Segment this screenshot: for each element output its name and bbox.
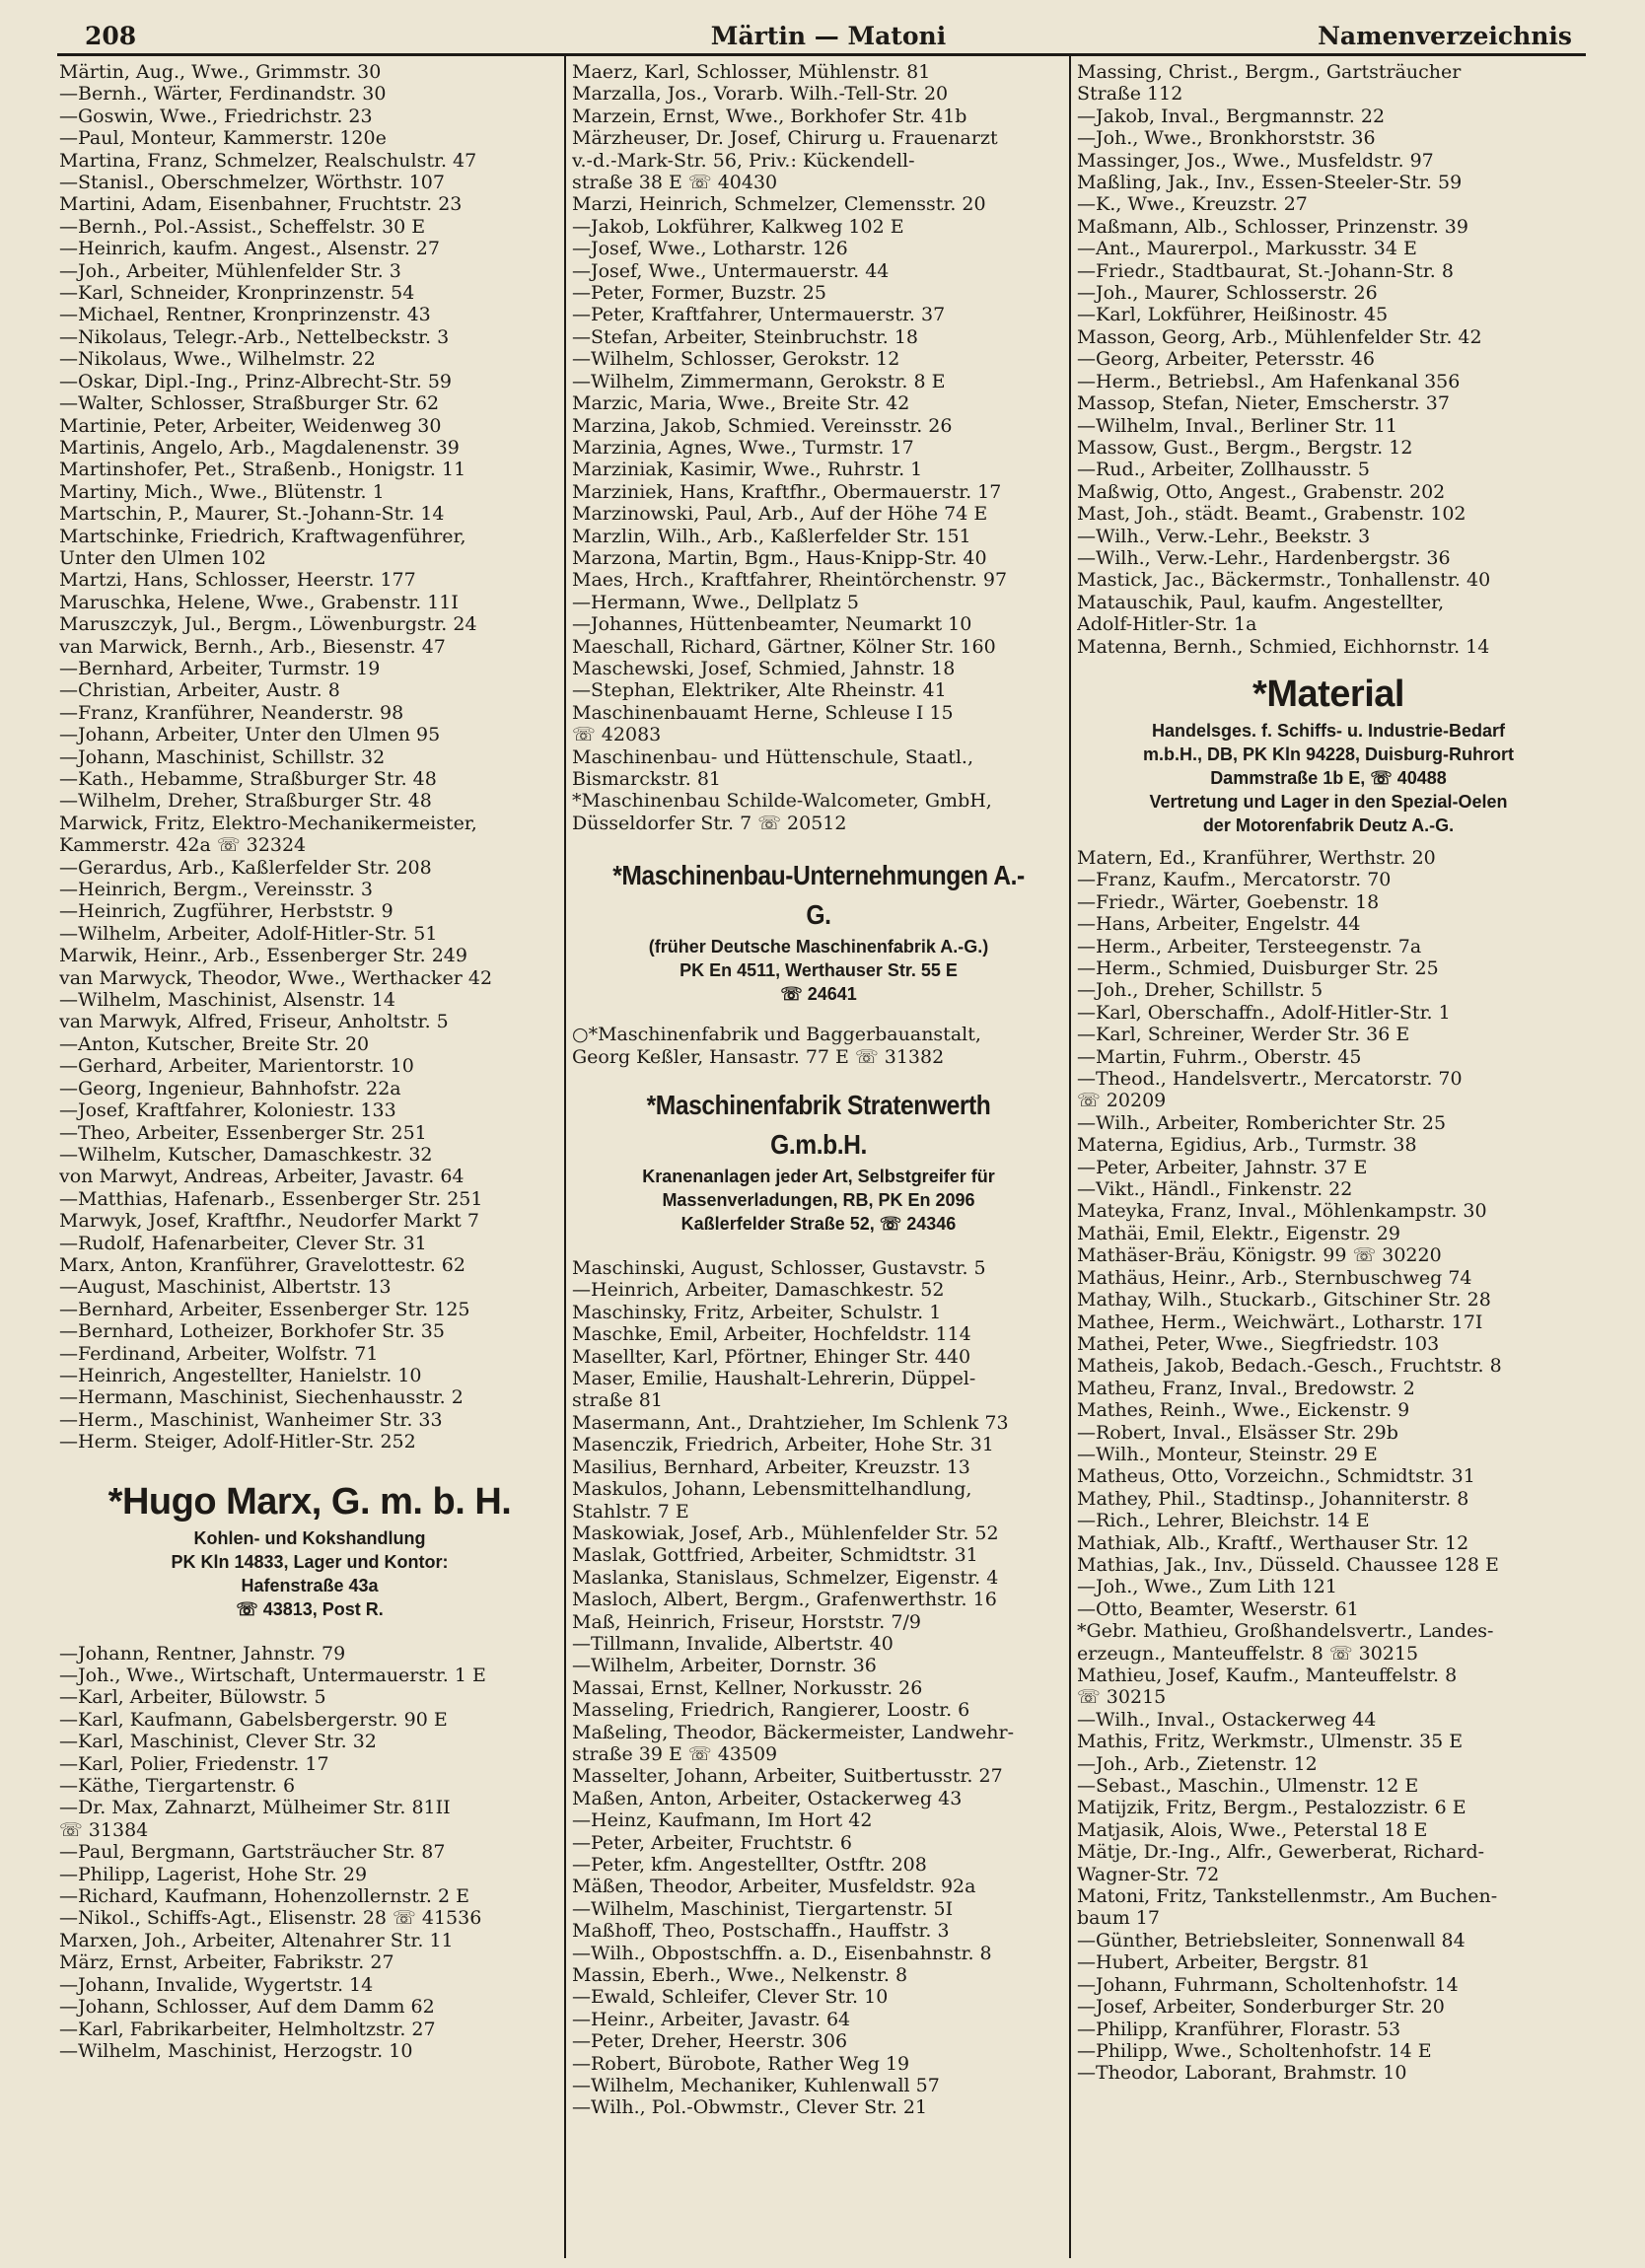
directory-entry: *Gebr. Mathieu, Großhandelsvertr., Landes-	[1077, 1620, 1494, 1643]
directory-entry: —Wilhelm, Inval., Berliner Str. 11	[1077, 414, 1397, 437]
directory-entry: Adolf-Hitler-Str. 1a	[1077, 613, 1257, 636]
directory-entry: —Joh., Wwe., Wirtschaft, Untermauerstr. 1 E	[59, 1665, 486, 1686]
directory-entry: —Peter, kfm. Angestellter, Ostftr. 208	[572, 1854, 927, 1876]
directory-entry: —Wilh., Verw.-Lehr., Beekstr. 3	[1077, 525, 1371, 547]
directory-entry: —Heinrich, kaufm. Angest., Alsenstr. 27	[59, 238, 440, 260]
page-header	[85, 18, 1572, 55]
directory-entry: —Johann, Invalide, Wygertstr. 14	[59, 1973, 374, 1996]
directory-entry: —Robert, Bürobote, Rather Weg 19	[572, 2052, 910, 2075]
directory-entry: —Wilhelm, Schlosser, Gerokstr. 12	[572, 348, 900, 371]
directory-entry: —Josef, Wwe., Lotharstr. 126	[572, 238, 848, 260]
directory-entry: —Nikol., Schiffs-Agt., Elisenstr. 28 ☏ 41536	[59, 1907, 482, 1930]
directory-entry: Maschinenbau- und Hüttenschule, Staatl.,	[572, 745, 973, 768]
ad-line: Kranenanlagen jeder Art, Selbstgreifer für	[642, 1167, 995, 1187]
directory-entry: —Vikt., Händl., Finkenstr. 22	[1077, 1178, 1353, 1201]
directory-entry: Mathee, Herm., Weichwärt., Lotharstr. 17I	[1077, 1311, 1483, 1333]
directory-entry: —Jakob, Lokführer, Kalkweg 102 E	[572, 215, 904, 238]
directory-entry: —Heinrich, Bergm., Vereinsstr. 3	[59, 879, 373, 901]
directory-entry: —Stanisl., Oberschmelzer, Wörthstr. 107	[59, 172, 445, 194]
directory-entry: Matern, Ed., Kranführer, Werthstr. 20	[1077, 846, 1436, 869]
directory-entry: Masloch, Albert, Bergm., Grafenwerthstr. 16	[572, 1589, 997, 1611]
directory-entry: —Wilhelm, Kutscher, Damaschkestr. 32	[59, 1143, 433, 1166]
directory-entry: —Peter, Kraftfahrer, Untermauerstr. 37	[572, 304, 946, 326]
directory-entry: Mathäus, Heinr., Arb., Sternbuschweg 74	[1077, 1266, 1472, 1289]
directory-entry: März, Ernst, Arbeiter, Fabrikstr. 27	[59, 1951, 394, 1974]
directory-entry: —Heinr., Arbeiter, Javastr. 64	[572, 2008, 851, 2030]
directory-entry: —Rich., Lehrer, Bleichstr. 14 E	[1077, 1510, 1370, 1532]
directory-entry: —Johann, Rentner, Jahnstr. 79	[59, 1642, 346, 1665]
directory-entry: Mathiak, Alb., Kraftf., Werthauser Str. 12	[1077, 1531, 1469, 1554]
directory-entry: Unter den Ulmen 102	[59, 546, 266, 569]
directory-entry: ☏ 30215	[1077, 1686, 1167, 1709]
directory-entry: Martschin, P., Maurer, St.-Johann-Str. 14	[59, 503, 445, 526]
directory-entry: Massinger, Jos., Wwe., Musfeldstr. 97	[1077, 149, 1434, 172]
directory-entry: Märtin, Aug., Wwe., Grimmstr. 30	[59, 61, 382, 83]
directory-entry: Maßwig, Otto, Angest., Grabenstr. 202	[1077, 480, 1446, 503]
ad-line: Kaßlerfelder Straße 52, ☏ 24346	[680, 1214, 957, 1235]
directory-entry: Marwyk, Josef, Kraftfhr., Neudorfer Markt 7	[59, 1210, 479, 1233]
directory-entry: erzeugn., Manteuffelstr. 8 ☏ 30215	[1077, 1642, 1419, 1665]
page-running-title: Märtin — Matoni	[710, 22, 947, 50]
directory-entry: Masselter, Johann, Arbeiter, Suitbertusstr. 27	[572, 1765, 1003, 1788]
directory-entry: Maschewski, Josef, Schmied, Jahnstr. 18	[572, 657, 956, 679]
directory-entry: Mathis, Fritz, Werkmstr., Ulmenstr. 35 E	[1077, 1731, 1464, 1753]
directory-entry: —Franz, Kaufm., Mercatorstr. 70	[1077, 869, 1392, 891]
ad-line: Dammstraße 1b E, ☏ 40488	[1210, 767, 1447, 788]
directory-entry: —Wilh., Inval., Ostackerweg 44	[1077, 1708, 1377, 1731]
directory-entry: straße 81	[572, 1389, 663, 1412]
column-3	[1077, 61, 1580, 2260]
directory-entry: —Wilhelm, Arbeiter, Dornstr. 36	[572, 1655, 877, 1677]
directory-entry: Masson, Georg, Arb., Mühlenfelder Str. 42	[1077, 325, 1482, 348]
directory-entry: —Franz, Kranführer, Neanderstr. 98	[59, 701, 404, 724]
directory-entry: Maeschall, Richard, Gärtner, Kölner Str. 160	[572, 635, 996, 658]
entry-list	[1077, 61, 1580, 658]
directory-entry: Maschinski, August, Schlosser, Gustavstr. 5	[572, 1257, 986, 1280]
directory-entry: Marzein, Ernst, Wwe., Borkhofer Str. 41b	[572, 105, 967, 127]
directory-entry: —Peter, Arbeiter, Fruchtstr. 6	[572, 1831, 852, 1854]
directory-entry: —August, Maschinist, Albertstr. 13	[59, 1276, 392, 1299]
directory-entry: —Theod., Handelsvertr., Mercatorstr. 70	[1077, 1068, 1463, 1091]
directory-entry: Maes, Hrch., Kraftfahrer, Rheintörchenstr. 97	[572, 569, 1008, 592]
directory-entry: Marzina, Jakob, Schmied. Vereinsstr. 26	[572, 414, 953, 437]
directory-entry: Marwik, Heinr., Arb., Essenberger Str. 249	[59, 945, 467, 967]
directory-entry: —Heinz, Kaufmann, Im Hort 42	[572, 1809, 873, 1832]
directory-entry: —Joh., Dreher, Schillstr. 5	[1077, 979, 1323, 1002]
directory-entry: —Joh., Wwe., Bronkhorststr. 36	[1077, 127, 1376, 150]
directory-entry: Wagner-Str. 72	[1077, 1863, 1220, 1885]
directory-entry: —Wilhelm, Mechaniker, Kuhlenwall 57	[572, 2075, 940, 2097]
directory-entry: —Wilh., Monteur, Steinstr. 29 E	[1077, 1443, 1378, 1465]
directory-entry: Martzi, Hans, Schlosser, Heerstr. 177	[59, 569, 416, 592]
directory-entry: Mateyka, Franz, Inval., Möhlenkampstr. 30	[1077, 1200, 1487, 1223]
directory-entry: —Wilh., Obpostschffn. a. D., Eisenbahnstr. 8	[572, 1942, 992, 1964]
directory-entry: —Theo, Arbeiter, Essenberger Str. 251	[59, 1121, 427, 1144]
directory-entry: —Bernh., Pol.-Assist., Scheffelstr. 30 E	[59, 215, 426, 238]
directory-entry: Matheus, Otto, Vorzeichn., Schmidtstr. 31	[1077, 1465, 1475, 1488]
entry-list	[1077, 847, 1580, 2085]
directory-entry: —Hermann, Maschinist, Siechenhausstr. 2	[59, 1386, 464, 1409]
directory-entry: —Sebast., Maschin., Ulmenstr. 12 E	[1077, 1775, 1419, 1798]
directory-entry: —Joh., Arbeiter, Mühlenfelder Str. 3	[59, 259, 401, 282]
directory-entry: —Karl, Lokführer, Heißinostr. 45	[1077, 304, 1389, 326]
advertisement-hugo-marx	[59, 1477, 560, 1621]
directory-entry: —Wilh., Verw.-Lehr., Hardenbergstr. 36	[1077, 546, 1451, 569]
directory-entry: —Nikolaus, Telegr.-Arb., Nettelbeckstr. 3	[59, 325, 450, 348]
directory-entry: —Josef, Wwe., Untermauerstr. 44	[572, 259, 890, 282]
directory-entry: —Bernhard, Arbeiter, Essenberger Str. 125	[59, 1298, 470, 1320]
directory-entry: —Karl, Kaufmann, Gabelsbergerstr. 90 E	[59, 1708, 448, 1731]
ad-line: PK En 4511, Werthauser Str. 55 E	[679, 960, 958, 981]
directory-entry: —Herm., Maschinist, Wanheimer Str. 33	[59, 1408, 443, 1431]
directory-entry: —Kath., Hebamme, Straßburger Str. 48	[59, 768, 437, 790]
directory-entry: Matauschik, Paul, kaufm. Angestellter,	[1077, 591, 1445, 613]
entry-list	[572, 1024, 1065, 1068]
ad-line: Kohlen- und Kokshandlung	[193, 1527, 426, 1548]
directory-entry: —Herm., Arbeiter, Tersteegenstr. 7a	[1077, 935, 1422, 957]
directory-entry: straße 38 E ☏ 40430	[572, 172, 778, 194]
ad-company-name: *Maschinenbau-Unternehmungen A.-G.	[612, 860, 1025, 931]
directory-entry: Marzic, Maria, Wwe., Breite Str. 42	[572, 392, 910, 415]
directory-entry: Marzinia, Agnes, Wwe., Turmstr. 17	[572, 436, 914, 459]
directory-entry: Marxen, Joh., Arbeiter, Altenahrer Str. 11	[59, 1929, 454, 1951]
directory-entry: —Dr. Max, Zahnarzt, Mülheimer Str. 81II	[59, 1797, 451, 1819]
directory-entry: Bismarckstr. 81	[572, 768, 722, 790]
directory-entry: Maßhoff, Theo, Postschaffn., Hauffstr. 3	[572, 1920, 950, 1943]
directory-entry: —Wilhelm, Arbeiter, Adolf-Hitler-Str. 51	[59, 922, 438, 945]
directory-entry: Maslanka, Stanislaus, Schmelzer, Eigenstr. 4	[572, 1566, 999, 1589]
directory-entry: —Matthias, Hafenarb., Essenberger Str. 251	[59, 1187, 483, 1210]
directory-entry: Mathay, Wilh., Stuckarb., Gitschiner Str. 28	[1077, 1289, 1491, 1311]
directory-entry: —Karl, Polier, Friedenstr. 17	[59, 1752, 329, 1775]
directory-entry: Stahlstr. 7 E	[572, 1500, 689, 1523]
directory-entry: Kammerstr. 42a ☏ 32324	[59, 834, 307, 857]
directory-entry: Marziniak, Kasimir, Wwe., Ruhrstr. 1	[572, 459, 923, 481]
directory-entry: —Paul, Monteur, Kammerstr. 120e	[59, 127, 387, 150]
directory-entry: —Peter, Former, Buzstr. 25	[572, 282, 826, 305]
directory-entry: Mathäser-Bräu, Königstr. 99 ☏ 30220	[1077, 1244, 1442, 1267]
directory-entry: Mathäi, Emil, Elektr., Eigenstr. 29	[1077, 1222, 1400, 1244]
directory-entry: Matheu, Franz, Inval., Bredowstr. 2	[1077, 1377, 1415, 1399]
directory-entry: —Wilhelm, Zimmermann, Gerokstr. 8 E	[572, 370, 946, 392]
directory-entry: van Marwyck, Theodor, Wwe., Werthacker 42	[59, 966, 493, 989]
directory-entry: —Martin, Fuhrm., Oberstr. 45	[1077, 1045, 1362, 1068]
directory-entry: —Karl, Schreiner, Werder Str. 36 E	[1077, 1024, 1410, 1046]
directory-entry: —Ewald, Schleifer, Clever Str. 10	[572, 1986, 889, 2009]
directory-entry: van Marwick, Bernh., Arb., Biesenstr. 47	[59, 635, 446, 658]
column-1	[59, 61, 560, 2260]
directory-entry: Mast, Joh., städt. Beamt., Grabenstr. 102	[1077, 503, 1466, 526]
directory-entry: Masellter, Karl, Pförtner, Ehinger Str. 440	[572, 1345, 971, 1368]
directory-entry: Massow, Gust., Bergm., Bergstr. 12	[1077, 436, 1413, 459]
directory-entry: Maskowiak, Josef, Arb., Mühlenfelder Str. 52	[572, 1522, 999, 1544]
directory-entry: —Jakob, Inval., Bergmannstr. 22	[1077, 105, 1386, 127]
directory-entry: Märzheuser, Dr. Josef, Chirurg u. Frauenarzt	[572, 127, 998, 150]
directory-entry: Mastick, Jac., Bäckermstr., Tonhallenstr. 40	[1077, 569, 1491, 592]
directory-entry: ☏ 20209	[1077, 1090, 1167, 1112]
directory-entry: Matjasik, Alois, Wwe., Peterstal 18 E	[1077, 1818, 1428, 1841]
directory-entry: Masilius, Bernhard, Arbeiter, Kreuzstr. 13	[572, 1455, 970, 1478]
directory-entry: —Hubert, Arbeiter, Bergstr. 81	[1077, 1951, 1371, 1974]
directory-entry: Mathias, Jak., Inv., Düsseld. Chaussee 128 E	[1077, 1553, 1499, 1576]
directory-entry: —Goswin, Wwe., Friedrichstr. 23	[59, 105, 373, 127]
section-title: Namenverzeichnis	[1318, 22, 1572, 50]
entry-list	[572, 61, 1065, 834]
directory-entry: —Bernh., Wärter, Ferdinandstr. 30	[59, 83, 387, 106]
directory-entry: Straße 112	[1077, 83, 1183, 106]
directory-entry: Maruschka, Helene, Wwe., Grabenstr. 11I	[59, 591, 459, 613]
directory-entry: —Herm., Schmied, Duisburger Str. 25	[1077, 957, 1439, 979]
directory-entry: ☏ 42083	[572, 724, 662, 746]
directory-entry: —Karl, Maschinist, Clever Str. 32	[59, 1731, 377, 1753]
directory-entry: —Friedr., Stadtbaurat, St.-Johann-Str. 8	[1077, 259, 1454, 282]
directory-entry: v.-d.-Mark-Str. 56, Priv.: Kückendell-	[572, 149, 915, 172]
directory-entry: —Wilhelm, Dreher, Straßburger Str. 48	[59, 790, 432, 813]
directory-entry: —Bernhard, Lotheizer, Borkhofer Str. 35	[59, 1320, 445, 1343]
directory-entry: Martina, Franz, Schmelzer, Realschulstr. 47	[59, 149, 477, 172]
directory-entry: —Walter, Schlosser, Straßburger Str. 62	[59, 392, 440, 415]
directory-entry: —Johann, Arbeiter, Unter den Ulmen 95	[59, 724, 441, 746]
directory-entry: Masenczik, Friedrich, Arbeiter, Hohe Str. 31	[572, 1434, 994, 1456]
directory-entry: Maßmann, Alb., Schlosser, Prinzenstr. 39	[1077, 215, 1468, 238]
column-2	[572, 61, 1065, 2260]
advertisement-stratenwerth	[572, 1086, 1065, 1236]
directory-entry: —Wilh., Pol.-Obwmstr., Clever Str. 21	[572, 2096, 928, 2119]
directory-entry: Maslak, Gottfried, Arbeiter, Schmidtstr. 31	[572, 1544, 978, 1567]
directory-entry: Masermann, Ant., Drahtzieher, Im Schlenk 73	[572, 1411, 1009, 1434]
directory-entry: Mäßen, Theodor, Arbeiter, Musfeldstr. 92a	[572, 1876, 976, 1898]
directory-entry: *Maschinenbau Schilde-Walcometer, GmbH,	[572, 790, 992, 813]
directory-entry: —Christian, Arbeiter, Austr. 8	[59, 679, 340, 702]
directory-entry: Marwick, Fritz, Elektro-Mechanikermeister,	[59, 812, 477, 834]
directory-entry: Martschinke, Friedrich, Kraftwagenführer,	[59, 525, 466, 547]
directory-entry: Marzona, Martin, Bgm., Haus-Knipp-Str. 40	[572, 546, 987, 569]
directory-entry: Maruszczyk, Jul., Bergm., Löwenburgstr. 24	[59, 613, 477, 636]
directory-entry: —Paul, Bergmann, Gartsträucher Str. 87	[59, 1841, 446, 1864]
directory-entry: —Joh., Wwe., Zum Lith 121	[1077, 1576, 1337, 1598]
directory-entry: Martinie, Peter, Arbeiter, Weidenweg 30	[59, 414, 442, 437]
directory-entry: Maser, Emilie, Haushalt-Lehrerin, Düppel-	[572, 1368, 976, 1390]
directory-entry: —Philipp, Kranführer, Florastr. 53	[1077, 2018, 1401, 2040]
directory-entry: Marzinowski, Paul, Arb., Auf der Höhe 74 E	[572, 503, 988, 526]
directory-entry: —Joh., Arb., Zietenstr. 12	[1077, 1752, 1318, 1775]
directory-entry: Maerz, Karl, Schlosser, Mühlenstr. 81	[572, 61, 931, 83]
directory-entry: von Marwyt, Andreas, Arbeiter, Javastr. 64	[59, 1166, 465, 1188]
directory-entry: —Ferdinand, Arbeiter, Wolfstr. 71	[59, 1342, 379, 1365]
directory-entry: —Heinrich, Angestellter, Hanielstr. 10	[59, 1364, 422, 1386]
directory-entry: —Peter, Arbeiter, Jahnstr. 37 E	[1077, 1156, 1368, 1178]
directory-entry: —Oskar, Dipl.-Ing., Prinz-Albrecht-Str. 59	[59, 370, 453, 392]
ad-line: m.b.H., DB, PK Kln 94228, Duisburg-Ruhrort	[1142, 744, 1515, 764]
ad-company-name: *Maschinenfabrik Stratenwerth G.m.b.H.	[646, 1090, 991, 1161]
directory-entry: —Hans, Arbeiter, Engelstr. 44	[1077, 913, 1361, 936]
directory-entry: —Wilhelm, Maschinist, Tiergartenstr. 5I	[572, 1897, 954, 1920]
directory-entry: Matheis, Jakob, Bedach.-Gesch., Fruchtstr. 8	[1077, 1355, 1502, 1378]
directory-entry: Düsseldorfer Str. 7 ☏ 20512	[572, 812, 847, 834]
directory-entry: —Philipp, Wwe., Scholtenhofstr. 14 E	[1077, 2039, 1432, 2062]
directory-entry: Marzlin, Wilh., Arb., Kaßlerfelder Str. 151	[572, 525, 971, 547]
directory-entry: —Gerardus, Arb., Kaßlerfelder Str. 208	[59, 856, 432, 879]
directory-entry: —Stephan, Elektriker, Alte Rheinstr. 41	[572, 679, 947, 702]
directory-entry: —Johann, Schlosser, Auf dem Damm 62	[59, 1996, 435, 2019]
directory-entry: —Heinrich, Arbeiter, Damaschkestr. 52	[572, 1279, 945, 1302]
directory-entry: Maß, Heinrich, Friseur, Horststr. 7/9	[572, 1610, 921, 1633]
ad-line: PK Kln 14833, Lager und Kontor:	[171, 1551, 449, 1572]
directory-entry: —Heinrich, Zugführer, Herbststr. 9	[59, 900, 393, 923]
directory-entry: —Stefan, Arbeiter, Steinbruchstr. 18	[572, 325, 919, 348]
directory-entry: —Karl, Arbeiter, Bülowstr. 5	[59, 1686, 326, 1709]
page-number: 208	[85, 22, 137, 50]
ad-company-name: *Material	[1252, 673, 1404, 715]
directory-entry: —Joh., Maurer, Schlosserstr. 26	[1077, 282, 1378, 305]
directory-entry: —Käthe, Tiergartenstr. 6	[59, 1775, 296, 1798]
directory-entry: Mathieu, Josef, Kaufm., Manteuffelstr. 8	[1077, 1665, 1458, 1686]
directory-entry: Matenna, Bernh., Schmied, Eichhornstr. 14	[1077, 635, 1490, 658]
directory-entry: Maschinsky, Fritz, Arbeiter, Schulstr. 1	[572, 1301, 942, 1323]
directory-entry: —Wilh., Arbeiter, Romberichter Str. 25	[1077, 1111, 1447, 1134]
directory-entry: Masseling, Friedrich, Rangierer, Loostr. 6	[572, 1699, 970, 1722]
ad-line: ☏ 43813, Post R.	[236, 1598, 384, 1619]
directory-entry: Maßeling, Theodor, Bäckermeister, Landwehr-	[572, 1721, 1015, 1743]
directory-entry: baum 17	[1077, 1907, 1160, 1930]
directory-entry: Marziniek, Hans, Kraftfhr., Obermauerstr. 17	[572, 480, 1002, 503]
directory-entry: Maskulos, Johann, Lebensmittelhandlung,	[572, 1478, 972, 1501]
ad-line: Hafenstraße 43a	[241, 1575, 379, 1595]
directory-entry: —Gerhard, Arbeiter, Marientorstr. 10	[59, 1055, 414, 1078]
directory-entry: Massing, Christ., Bergm., Gartsträucher	[1077, 61, 1462, 83]
directory-entry: Marzalla, Jos., Vorarb. Wilh.-Tell-Str. 20	[572, 83, 949, 106]
directory-entry: van Marwyk, Alfred, Friseur, Anholtstr. 5	[59, 1011, 449, 1033]
column-divider	[1069, 55, 1071, 2258]
directory-entry: —Rud., Arbeiter, Zollhausstr. 5	[1077, 459, 1370, 481]
ad-line: der Motorenfabrik Deutz A.-G.	[1202, 815, 1455, 835]
directory-entry: —Tillmann, Invalide, Albertstr. 40	[572, 1632, 894, 1655]
directory-entry: Massop, Stefan, Nieter, Emscherstr. 37	[1077, 392, 1450, 415]
directory-entry: ○*Maschinenfabrik und Baggerbauanstalt,	[572, 1024, 981, 1046]
directory-entry: Mathei, Peter, Wwe., Siegfriedstr. 103	[1077, 1332, 1440, 1355]
directory-entry: Maßen, Anton, Arbeiter, Ostackerweg 43	[572, 1787, 963, 1809]
header-rule	[57, 53, 1586, 56]
directory-entry: —Theodor, Laborant, Brahmstr. 10	[1077, 2062, 1407, 2085]
directory-entry: straße 39 E ☏ 43509	[572, 1742, 778, 1765]
directory-entry: —Rudolf, Hafenarbeiter, Clever Str. 31	[59, 1232, 427, 1254]
directory-entry: Matijzik, Fritz, Bergm., Pestalozzistr. 6 E	[1077, 1797, 1466, 1819]
directory-entry: Mathes, Reinh., Wwe., Eickenstr. 9	[1077, 1399, 1410, 1422]
directory-entry: —Michael, Rentner, Kronprinzenstr. 43	[59, 304, 431, 326]
directory-entry: Maßling, Jak., Inv., Essen-Steeler-Str. 59	[1077, 172, 1463, 194]
directory-entry: —Herm., Betriebsl., Am Hafenkanal 356	[1077, 370, 1461, 392]
directory-entry: —Nikolaus, Wwe., Wilhelmstr. 22	[59, 348, 376, 371]
entry-list	[59, 61, 560, 1453]
directory-entry: —Josef, Kraftfahrer, Koloniestr. 133	[59, 1099, 396, 1122]
directory-entry: —Johannes, Hüttenbeamter, Neumarkt 10	[572, 613, 972, 636]
directory-entry: —Ant., Maurerpol., Markusstr. 34 E	[1077, 238, 1417, 260]
directory-entry: Martinis, Angelo, Arb., Magdalenenstr. 39	[59, 436, 460, 459]
column-divider	[564, 55, 566, 2258]
directory-entry: —Josef, Arbeiter, Sonderburger Str. 20	[1077, 1996, 1445, 2019]
directory-entry: Maschinenbauamt Herne, Schleuse I 15	[572, 701, 954, 724]
directory-entry: Marx, Anton, Kranführer, Gravelottestr. 62	[59, 1253, 465, 1276]
directory-entry: —Johann, Maschinist, Schillstr. 32	[59, 745, 386, 768]
directory-entry: Maschke, Emil, Arbeiter, Hochfeldstr. 114	[572, 1323, 971, 1346]
directory-entry: —Otto, Beamter, Weserstr. 61	[1077, 1597, 1359, 1620]
directory-entry: ☏ 31384	[59, 1818, 149, 1841]
directory-entry: Martini, Adam, Eisenbahner, Fruchtstr. 23	[59, 193, 463, 216]
directory-entry: —Günther, Betriebsleiter, Sonnenwall 84	[1077, 1929, 1466, 1951]
directory-entry: Massai, Ernst, Kellner, Norkusstr. 26	[572, 1676, 923, 1699]
directory-entry: —Peter, Dreher, Heerstr. 306	[572, 2030, 848, 2053]
directory-entry: Massin, Eberh., Wwe., Nelkenstr. 8	[572, 1964, 908, 1987]
directory-entry: —Georg, Ingenieur, Bahnhofstr. 22a	[59, 1077, 401, 1099]
directory-entry: Mätje, Dr.-Ing., Alfr., Gewerberat, Richard-	[1077, 1841, 1485, 1864]
directory-entry: —Karl, Fabrikarbeiter, Helmholtzstr. 27	[59, 2018, 436, 2040]
directory-entry: —Wilhelm, Maschinist, Herzogstr. 10	[59, 2039, 413, 2062]
ad-line: Handelsges. f. Schiffs- u. Industrie-Bedarf	[1151, 720, 1506, 741]
directory-entry: Mathey, Phil., Stadtinsp., Johanniterstr. 8	[1077, 1487, 1469, 1510]
directory-entry: —Anton, Kutscher, Breite Str. 20	[59, 1032, 370, 1055]
directory-entry: —Bernhard, Arbeiter, Turmstr. 19	[59, 657, 381, 679]
ad-line: Vertretung und Lager in den Spezial-Oelen	[1149, 791, 1508, 812]
ad-line: ☏ 24641	[780, 984, 857, 1005]
directory-entry: Matoni, Fritz, Tankstellenmstr., Am Buchen-	[1077, 1885, 1498, 1908]
directory-entry: Marzi, Heinrich, Schmelzer, Clemensstr. 20	[572, 193, 986, 216]
advertisement-maschinenbau-unternehmungen	[572, 856, 1065, 1006]
ad-line: Massenverladungen, RB, PK En 2096	[662, 1190, 975, 1211]
directory-entry: —Karl, Schneider, Kronprinzenstr. 54	[59, 282, 415, 305]
entry-list	[572, 1257, 1065, 2119]
ad-line: (früher Deutsche Maschinenfabrik A.-G.)	[648, 937, 989, 957]
directory-entry: —Karl, Oberschaffn., Adolf-Hitler-Str. 1	[1077, 1001, 1451, 1024]
directory-entry: Martinshofer, Pet., Straßenb., Honigstr. 11	[59, 459, 466, 481]
directory-entry: Martiny, Mich., Wwe., Blütenstr. 1	[59, 480, 385, 503]
advertisement-material	[1077, 670, 1580, 837]
directory-entry: —Hermann, Wwe., Dellplatz 5	[572, 591, 859, 613]
directory-entry: —Robert, Inval., Elsässer Str. 29b	[1077, 1421, 1398, 1444]
directory-entry: —K., Wwe., Kreuzstr. 27	[1077, 193, 1308, 216]
directory-entry: —Richard, Kaufmann, Hohenzollernstr. 2 E	[59, 1885, 469, 1908]
directory-entry: —Friedr., Wärter, Goebenstr. 18	[1077, 890, 1380, 913]
directory-entry: —Philipp, Lagerist, Hohe Str. 29	[59, 1863, 368, 1885]
directory-entry: —Georg, Arbeiter, Petersstr. 46	[1077, 348, 1375, 371]
directory-entry: —Johann, Fuhrmann, Scholtenhofstr. 14	[1077, 1973, 1459, 1996]
directory-entry: Materna, Egidius, Arb., Turmstr. 38	[1077, 1134, 1417, 1157]
directory-entry: —Wilhelm, Maschinist, Alsenstr. 14	[59, 989, 395, 1012]
directory-entry: —Herm. Steiger, Adolf-Hitler-Str. 252	[59, 1431, 416, 1453]
directory-entry: Georg Keßler, Hansastr. 77 E ☏ 31382	[572, 1045, 945, 1068]
ad-company-name: *Hugo Marx, G. m. b. H.	[107, 1480, 512, 1523]
entry-list	[59, 1643, 560, 2063]
